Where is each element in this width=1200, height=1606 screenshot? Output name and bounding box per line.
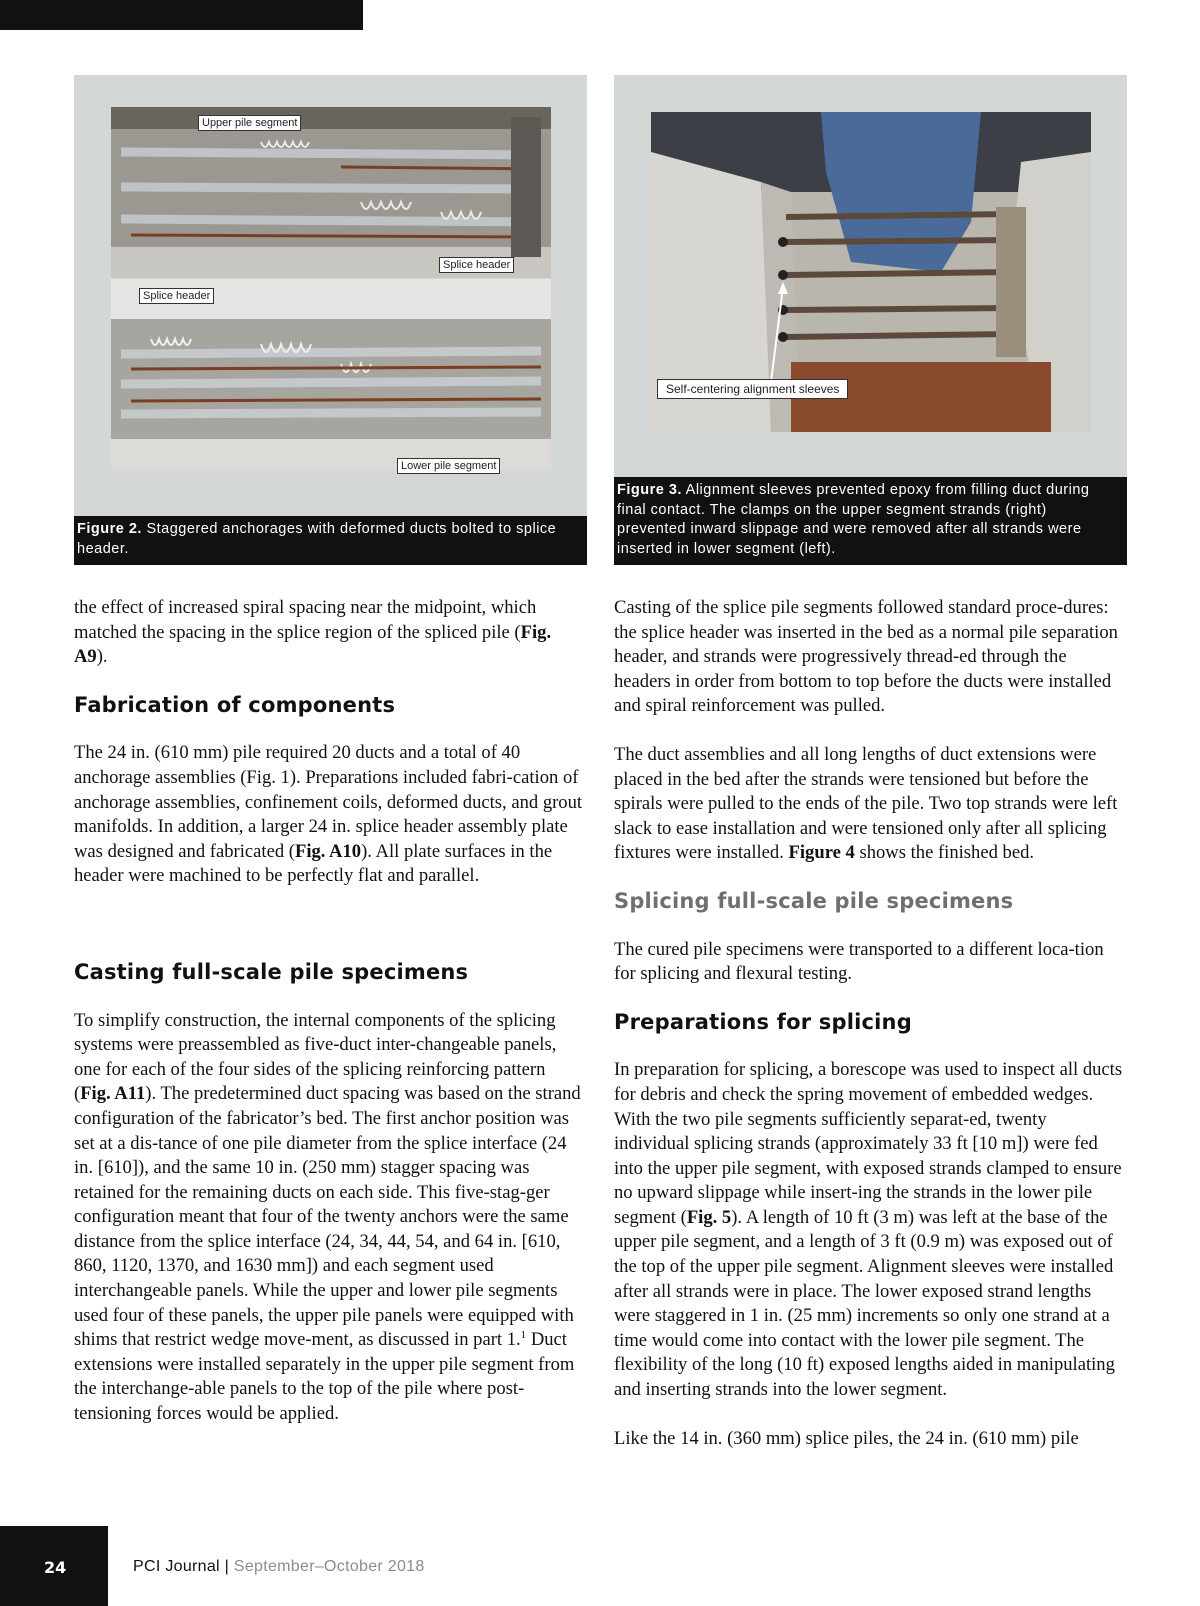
fig-a10-ref: Fig. A10 xyxy=(294,840,362,862)
left-paragraph-3 xyxy=(74,1009,586,1427)
label-splice-header-bottom: Splice header xyxy=(139,288,214,304)
label-lower-pile-segment: Lower pile segment xyxy=(397,458,500,474)
heading-splicing-full-scale-pile-specimens: Splicing full-scale pile specimens xyxy=(614,888,1014,913)
text: The 24 in. (610 mm) pile required 20 ducts and a total of 40 anchorage assemblies (Fig. 1). Preparations included fabri-cation of anchorage assemblies, confinement coils, deformed ducts, and grout manifolds. In addition, a larger 24 in. splice header assembly plate was designed and fabricated ( xyxy=(74,742,583,862)
text: shows the finished bed. xyxy=(854,842,1035,864)
text: ). The predetermined duct spacing was based on the strand configuration of the fabricator’s bed. The first anchor position was set at a dis-tance of one pile diameter from the splice interface (24 in. [610]), and the same 10 in. (250 mm) stagger spacing was retained for the remaining ducts on each side. This five-stag-ger configuration meant that four of the twenty anchors were the same distance from the splice interface (24, 34, 44, 54, and 64 in. [610, 860, 1120, 1370, and 1630 mm]) and each segment used interchangeable panels. While the upper and lower pile segments used four of these panels, the upper pile panels were equipped with shims that restrict wedge move-ment, as discussed in part 1. xyxy=(74,1083,581,1351)
text: The duct assemblies and all long lengths of duct extensions were placed in the bed after the strands were tensioned but before the spirals were pulled to the ends of the pile. Two top strands were left slack to ease installation and were tensioned only after all splicing fixtures were installed. xyxy=(614,743,1118,864)
figure-3-caption-label: Figure 3. xyxy=(617,482,682,498)
separator: | xyxy=(219,1558,234,1575)
right-paragraph-2 xyxy=(614,743,1126,866)
label-splice-header-top: Splice header xyxy=(439,257,514,273)
text: ). All plate surfaces in the header were machined to be perfectly flat and parallel. xyxy=(74,840,553,887)
text: ). A length of 10 ft (3 m) was left at the base of the upper pile segment, and a length of 3 ft (0.9 m) was exposed out of the top of the upper pile segment. Alignment sleeves were installed after all strands were in place. The lower exposed strand lengths were staggered in 1 in. (25 mm) increments so only one strand at a time would come into contact with the lower pile segment. The flexibility of the long (10 ft) exposed lengths aided in manipulating and inserting strands into the lower segment. xyxy=(614,1206,1115,1401)
left-paragraph-2 xyxy=(74,741,586,889)
text: To simplify construction, the internal components of the splicing systems were preassembled as five-duct inter-changeable panels, one for each of the four sides of the splicing reinforcing pattern ( xyxy=(74,1009,557,1105)
figure-2-caption-text: Staggered anchorages with deformed ducts bolted to splice header. xyxy=(77,521,557,557)
figure-3-caption-text: Alignment sleeves prevented epoxy from filling duct during final contact. The clamps on the upper segment strands (right) prevented inward slippage and were removed after all strands were inserted in lower segment (left). xyxy=(617,482,1090,557)
journal-name: PCI Journal xyxy=(133,1558,220,1575)
left-paragraph-1 xyxy=(74,596,586,670)
text: the effect of increased spiral spacing near the midpoint, which matched the spacing in the splice region of the spliced pile ( xyxy=(74,597,537,643)
heading-fabrication-of-components: Fabrication of components xyxy=(74,692,396,717)
figure-4-ref: Figure 4 xyxy=(788,842,855,864)
top-bar xyxy=(0,0,363,30)
fig-5-ref: Fig. 5 xyxy=(686,1206,732,1228)
figure-2-photo-top xyxy=(111,107,551,278)
figure-2-caption-label: Figure 2. xyxy=(77,521,142,537)
text: ). xyxy=(96,646,108,668)
label-upper-pile-segment: Upper pile segment xyxy=(198,115,301,131)
issue-date: September–October 2018 xyxy=(233,1558,425,1575)
page-number: 24 xyxy=(44,1558,67,1577)
figure-2-caption xyxy=(74,516,587,565)
heading-casting-full-scale-pile-specimens: Casting full-scale pile specimens xyxy=(74,959,469,984)
fig-a9-ref: Fig. A9 xyxy=(74,621,552,668)
right-paragraph-5: Like the 14 in. (360 mm) splice piles, the 24 in. (610 mm) pile xyxy=(614,1427,1079,1449)
right-paragraph-3: The cured pile specimens were transported to a different loca-tion for splicing and flexural testing. xyxy=(614,938,1104,985)
figure-3 xyxy=(614,75,1127,565)
figure-2 xyxy=(74,75,587,565)
heading-preparations-for-splicing: Preparations for splicing xyxy=(614,1009,912,1034)
figure-2-photo-bottom xyxy=(111,279,551,469)
label-self-centering-alignment-sleeves: Self-centering alignment sleeves xyxy=(657,379,848,399)
left-column xyxy=(74,596,586,1427)
text: Duct extensions were installed separately in the upper pile segment from the interchange-able panels to the top of the pile where post-tensioning forces would be applied. xyxy=(74,1329,575,1425)
right-paragraph-1: Casting of the splice pile segments followed standard proce-dures: the splice header was inserted in the bed as a normal pile separation header, and strands were progressively thread-ed through the headers in order from bottom to top before the ducts were installed and spiral reinforcement was pulled. xyxy=(614,597,1118,717)
text: In preparation for splicing, a borescope was used to inspect all ducts for debris and check the spring movement of embedded wedges. With the two pile segments sufficiently separat-ed, twenty individual splicing strands (approximately 33 ft [10 m]) were fed into the upper pile segment, with exposed strands clamped to ensure no upward slippage while insert-ing the strands in the lower pile segment ( xyxy=(614,1059,1123,1228)
fig-a11-ref: Fig. A11 xyxy=(80,1083,146,1105)
figure-3-caption xyxy=(614,477,1127,565)
footer-journal xyxy=(133,1558,425,1576)
right-column xyxy=(614,596,1126,1451)
right-paragraph-4 xyxy=(614,1058,1126,1402)
footnote-ref: 1 xyxy=(520,1329,527,1342)
